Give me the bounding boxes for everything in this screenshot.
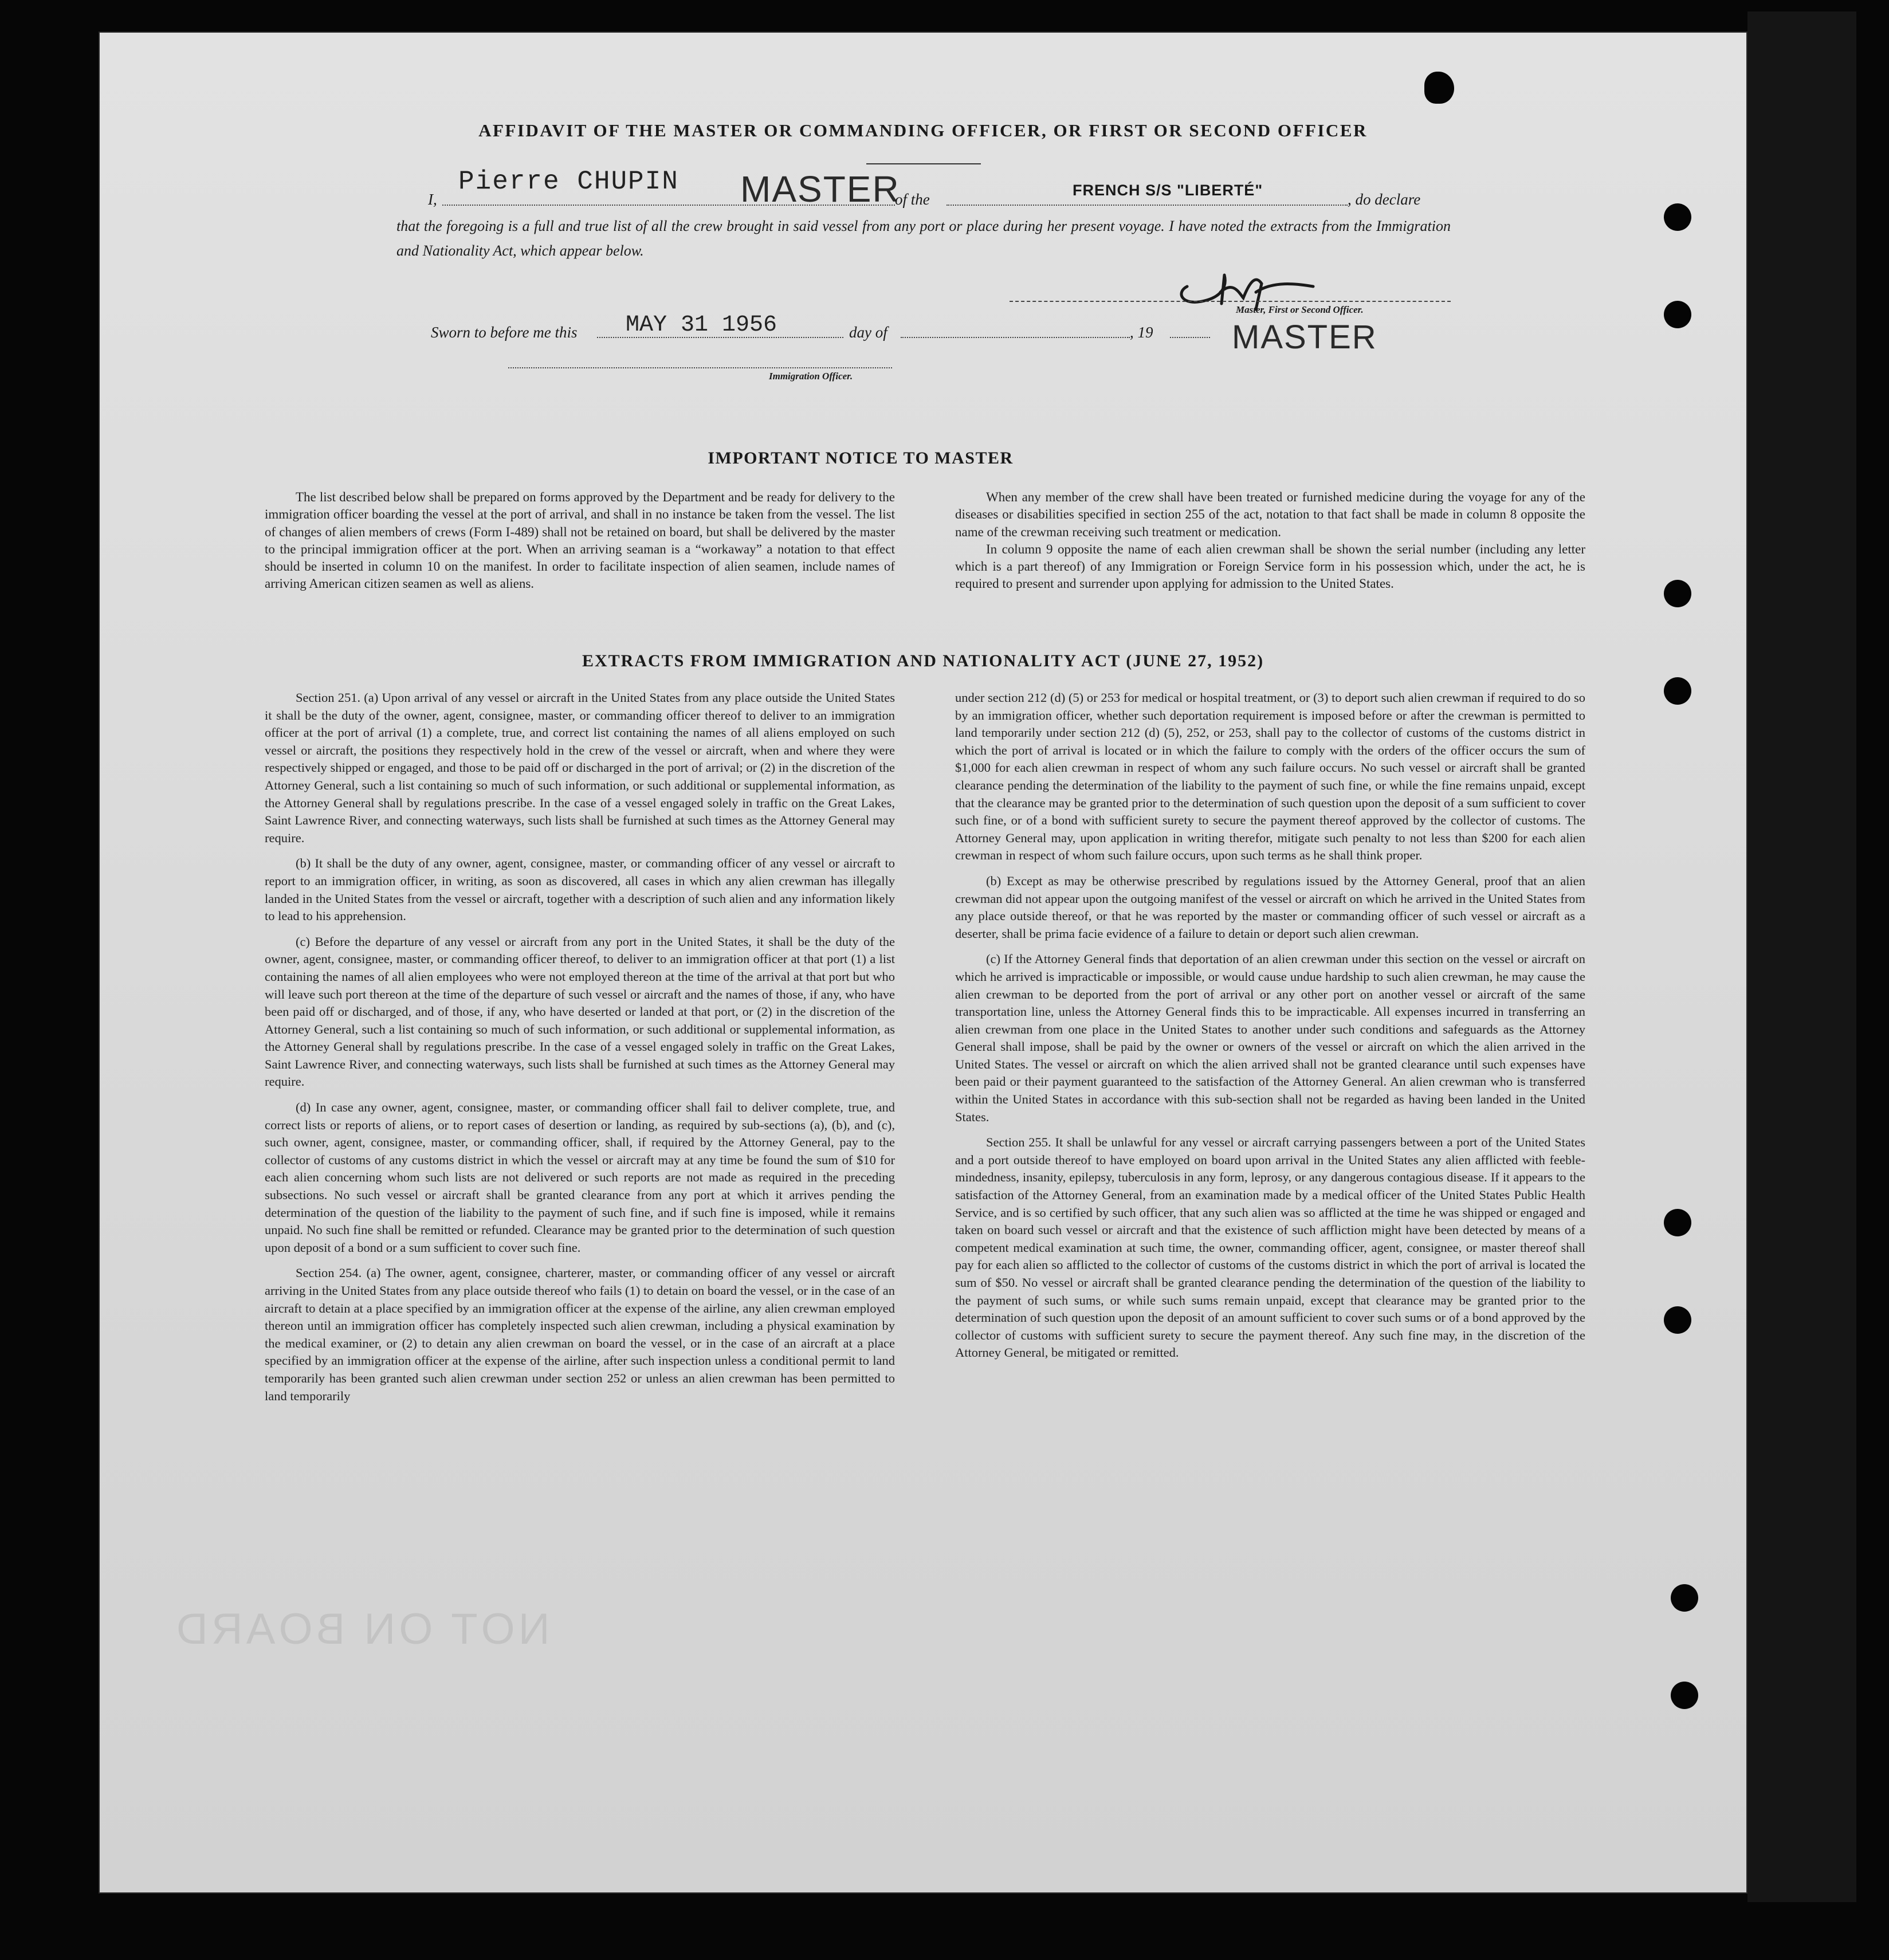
punch-hole <box>1664 580 1691 607</box>
section-254-a-cont: under section 212 (d) (5) or 253 for medical or hospital treatment, or (3) to deport such alien crewman if required to do so by an immigration officer, whether such deportation requirement is imposed before or after the crewman is permitted to land temporarily under section 212 (d) (5), 252, or 253, shall pay to the collector of customs of the customs district in which the port of arrival is located or in which the failure to comply with the orders of the officer occurs the sum of $1,000 for each alien crewman in respect of whom any such failure occurs. No such vessel or aircraft shall be granted clearance pending the determination of the liability to the payment of such fine, or while the fine remains unpaid, except that the clearance may be granted prior to the determination of such question upon the deposit of a sum sufficient to cover such fine, or of a bond with sufficient surety to secure the payment thereof approved by the collector of customs. The Attorney General may, upon application in writing therefor, mitigate such penalty to not less than $200 for each alien crewman in respect of whom such failure occurs, upon such terms as he shall think proper. <box>955 690 1585 863</box>
do-declare-label: , do declare <box>1348 191 1421 208</box>
month-line <box>901 337 1130 338</box>
film-edge <box>1747 11 1856 1902</box>
section-254-b: (b) Except as may be otherwise prescribed by regulations issued by the Attorney General, proof that an alien crewman did not appear upon the outgoing manifest of the vessel or aircraft on which he arrived in the United States from any place outside thereof, or that he was reported by the master or commanding officer of such vessel or aircraft as a deserter, shall be prima facie evidence of a failure to detain or deport such alien crewman. <box>955 873 1585 941</box>
punch-hole <box>1664 677 1691 705</box>
title-rule <box>866 163 981 164</box>
officer-caption: Immigration Officer. <box>769 371 853 382</box>
year-line <box>1170 337 1210 338</box>
section-251-d: (d) In case any owner, agent, consignee, master, or commanding officer shall fail to deliver complete, true, and correct lists or reports of aliens, or to report cases of desertion or landing, as required by sub-sections (a), (b), and (c), such owner, agent, consignee, master, or commanding officer, shall, if required by the Attorney General, pay to the collector of customs of any customs district in which the vessel or aircraft may at any time be found the sum of $10 for each alien concerning whom such lists are not delivered or such reports are not made as required in the preceding subsections. No such vessel or aircraft shall be granted clearance from any port at which it arrives pending the determination of the question of the liability to the payment of such fine, and if such fine is imposed, while it remains unpaid. No such fine shall be remitted or refunded. Clearance may be granted prior to the determination of such question upon deposit of a bond or a sum sufficient to cover such fine. <box>265 1100 895 1255</box>
section-254-c: (c) If the Attorney General finds that deportation of an alien crewman under this section on the vessel or aircraft on which he arrived is impracticable or impossible, or would cause undue hardship to such alien crewman, he may cause the alien crewman to be deported from the port of arrival or any other port on another vessel or aircraft of the same transportation line, unless the Attorney General finds this to be impracticable. All expenses incurred in transferring an alien crewman from one place in the United States to another under such conditions and safeguards as the Attorney General shall impose, shall be paid by the owner or owners of the vessel or aircraft on which the alien arrived in the United States. The vessel or aircraft on which the alien arrived shall not be granted clearance until such expenses have been paid or their payment guaranteed to the satisfaction of the Attorney General. An alien crewman who is transferred within the United States in accordance with this sub-section shall not be regarded as having been landed in the United States. <box>955 952 1585 1124</box>
punch-hole <box>1664 1209 1691 1236</box>
section-254-a: Section 254. (a) The owner, agent, consignee, charterer, master, or commanding officer of any vessel or aircraft arriving in the United States from any place outside thereof who fails (1) to detain on board the vessel, or in the case of an aircraft to detain at a place specified by an immigration officer at the expense of the airline, any alien crewman employed thereon until an immigration officer has completely inspected such alien crewman, including a physical examination by the medical examiner, or (2) to detain any alien crewman on board the vessel, or in the case of an aircraft at a place specified by an immigration officer at the expense of the airline, after such inspection unless a conditional permit to land temporarily has been granted such alien crewman under section 252 or unless an alien crewman has been permitted to land temporarily <box>265 1266 895 1403</box>
punch-hole <box>1664 301 1691 328</box>
sworn-date: MAY 31 1956 <box>626 312 777 338</box>
notice-title: IMPORTANT NOTICE TO MASTER <box>708 449 1014 468</box>
notice-right <box>955 489 1585 593</box>
vessel-line <box>947 205 1348 206</box>
of-the-label: of the <box>895 191 930 208</box>
extracts-right-column <box>955 689 1585 1362</box>
i-label: I, <box>428 191 437 208</box>
punch-hole <box>1671 1584 1698 1612</box>
punch-hole <box>1664 1306 1691 1334</box>
affidavit-title: AFFIDAVIT OF THE MASTER OR COMMANDING OFFICER, OR FIRST OR SECOND OFFICER <box>478 120 1368 140</box>
extracts-title: EXTRACTS FROM IMMIGRATION AND NATIONALITY ACT (JUNE 27, 1952) <box>582 651 1264 670</box>
year-label: , 19 <box>1130 324 1153 341</box>
extracts-left-column <box>265 689 895 1405</box>
name-line <box>442 205 895 206</box>
notice-right-paragraph-2: In column 9 opposite the name of each alien crewman shall be shown the serial number (including any letter which is a part thereof) of any Immigration or Foreign Service form in his possession which, under the act, he is required to present and surrender upon applying for admission to the United States. <box>955 541 1585 591</box>
master-stamp: MASTER <box>1232 319 1377 356</box>
section-251-a: Section 251. (a) Upon arrival of any vessel or aircraft in the United States from any place outside the United States it shall be the duty of the owner, agent, consignee, master, or commanding officer thereof to deliver to an immigration officer at the port of arrival (1) a complete, true, and correct list containing the names of all aliens employed on such vessel or aircraft, the positions they respectively hold in the crew of the vessel or aircraft, when and where they were respectively shipped or engaged, and those to be paid off or discharged in the port of arrival; or (2) in the discretion of the Attorney General, such a list containing so much of such information, or such additional or supplemental information, as the Attorney General shall by regulations prescribe. In the case of a vessel engaged solely in traffic on the Great Lakes, Saint Lawrence River, and connecting waterways, such lists shall be furnished at such times as the Attorney General may require. <box>265 690 895 845</box>
section-251-c: (c) Before the departure of any vessel or aircraft from any port in the United States, it shall be the duty of the owner, agent, consignee, master, or commanding officer thereof, to deliver to an immigration officer at that port (1) a list containing the names of all alien employees who were not employed thereon at the time of the arrival at that port but who will leave such port thereon at the time of the departure of such vessel or aircraft and the names of those, if any, who have been paid off or discharged, and of those, if any, who have deserted or landed at that port, or (2) in the discretion of the Attorney General, such a list containing so much of such information, or such additional or supplemental information, as the Attorney General shall by regulations prescribe. In the case of a vessel engaged solely in traffic on the Great Lakes, Saint Lawrence River, and connecting waterways, such lists shall be furnished at such times as the Attorney General may require. <box>265 934 895 1089</box>
notice-left <box>265 489 895 593</box>
day-of-label: day of <box>849 324 887 341</box>
punch-hole <box>1671 1682 1698 1709</box>
signer-caption: Master, First or Second Officer. <box>1236 304 1364 315</box>
sworn-date-line <box>597 337 843 338</box>
notice-right-paragraph-1: When any member of the crew shall have been treated or furnished medicine during the voyage for any of the diseases or disabilities specified in section 255 of the act, notation to that fact shall be made in column 8 opposite the name of the crewman receiving such treatment or medication. <box>955 490 1585 539</box>
vessel-name: FRENCH S/S "LIBERTÉ" <box>1073 182 1263 199</box>
rank-stamp: MASTER <box>740 168 900 210</box>
document-page <box>99 32 1747 1894</box>
declaration-text: that the foregoing is a full and true list of all the crew brought in said vessel from any port or place during her present voyage. I have noted the extracts from the Immigration and Nationality Act, which appear below. <box>396 218 1451 259</box>
signature-line <box>1010 301 1451 302</box>
punch-hole-top <box>1424 72 1454 104</box>
section-251-b: (b) It shall be the duty of any owner, agent, consignee, master, or commanding officer of any vessel or aircraft to report to an immigration officer, in writing, as soon as discovered, all cases in which any alien crewman has illegally landed in the United States from the vessel or aircraft, together with a description of such alien and any information likely to lead to his apprehension. <box>265 856 895 924</box>
punch-hole <box>1664 203 1691 231</box>
section-255: Section 255. It shall be unlawful for any vessel or aircraft carrying passengers between a port of the United States and a port outside thereof to have employed on board upon arrival in the United States any alien afflicted with feeble-mindedness, insanity, epilepsy, tuberculosis in any form, leprosy, or any dangerous contagious disease. If it appears to the satisfaction of the Attorney General, from an examination made by a medical officer of the United States Public Health Service, and is so certified by such officer, that any such alien was so afflicted at the time he was shipped or engaged and taken on board such vessel or aircraft and that the existence of such affliction might have been detected by means of a competent medical examination at such time, the owner, commanding officer, agent, consignee, or master thereof shall pay for each alien so afflicted to the collector of customs of the customs district in which the port of arrival is located the sum of $50. No vessel or aircraft shall be granted clearance pending the determination of the question of the liability to the payment of such sums, or while such sums remain unpaid, except that clearance may be granted prior to the determination of such question upon the deposit of an amount sufficient to cover such sums or of a bond approved by the collector of customs with sufficient surety to secure the payment thereof. Any such fine may, in the discretion of the Attorney General, be mitigated or remitted. <box>955 1135 1585 1360</box>
notice-left-paragraph: The list described below shall be prepared on forms approved by the Department and be ready for delivery to the immigration officer boarding the vessel at the port of arrival, and shall in no instance be taken from the vessel. The list of changes of alien members of crews (Form I-489) shall not be retained on board, but shall be delivered by the master to the principal immigration officer at the port. When an arriving seaman is a “workaway” a notation to that effect should be inserted in column 10 on the manifest. In order to facilitate inspection of alien seamen, include names of arriving American citizen seamen as well as aliens. <box>265 490 895 591</box>
sworn-label: Sworn to before me this <box>431 324 578 341</box>
bleedthrough-stamp: NOT ON BOARD <box>173 1605 550 1653</box>
master-name: Pierre CHUPIN <box>458 167 679 197</box>
officer-line <box>508 367 892 368</box>
